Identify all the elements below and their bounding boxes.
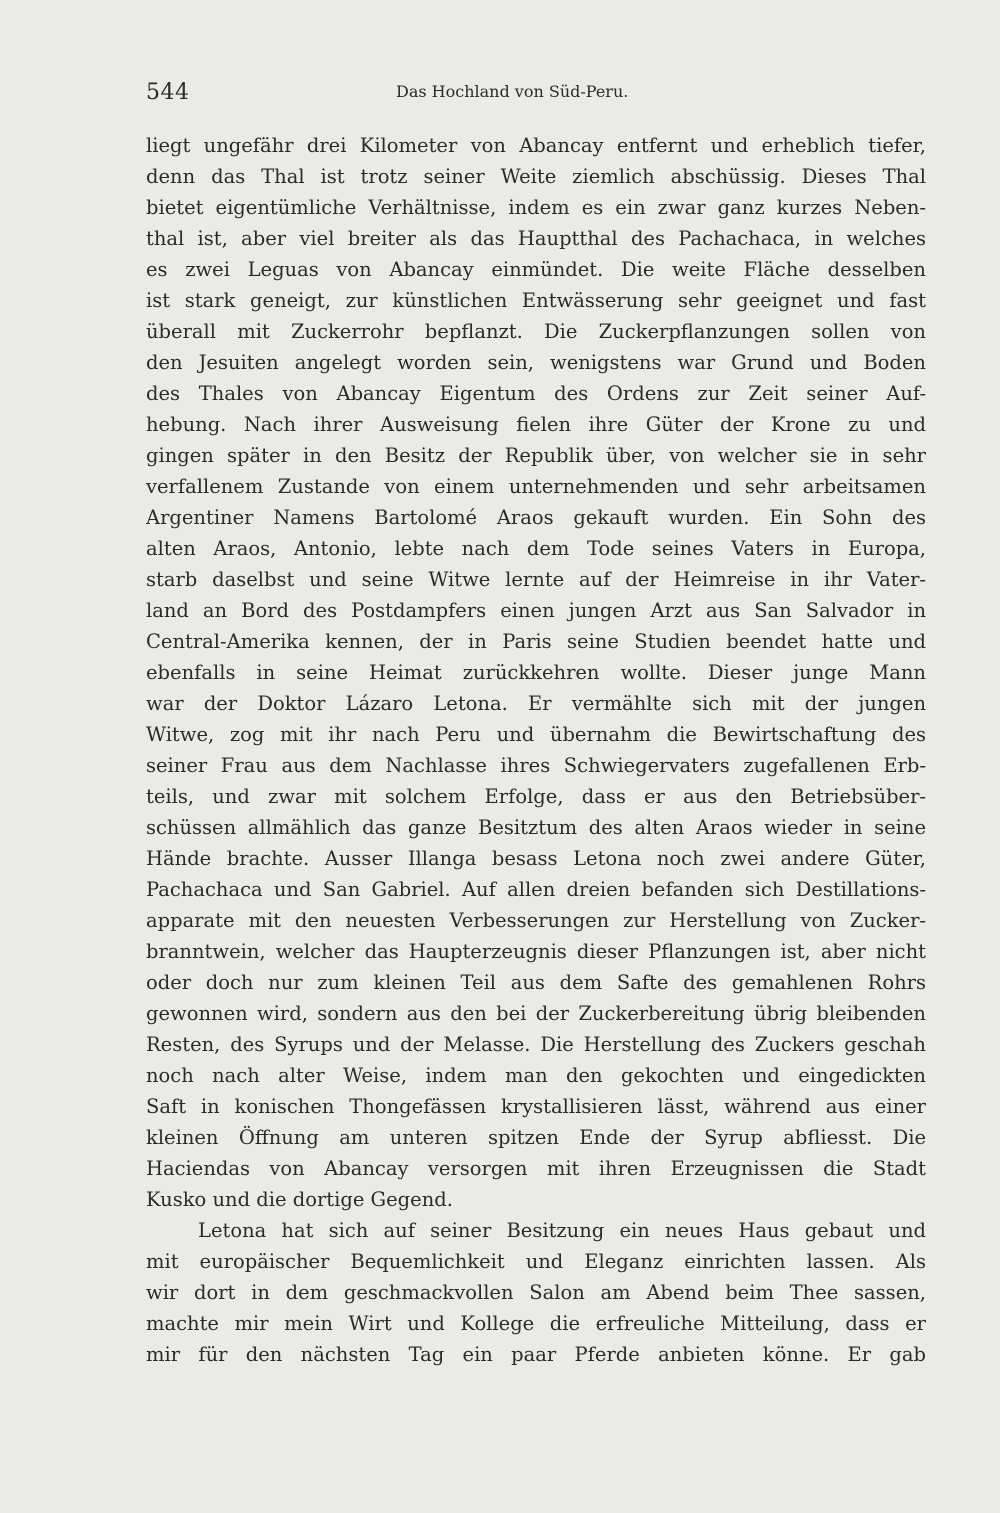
text-line: wir dort in dem geschmackvollen Salon am Abend beim Thee sassen, <box>146 1281 926 1304</box>
text-line: alten Araos, Antonio, lebte nach dem Tode seines Vaters in Europa, <box>146 537 926 560</box>
text-line: mir für den nächsten Tag ein paar Pferde anbieten könne. Er gab <box>146 1343 926 1366</box>
text-line: denn das Thal ist trotz seiner Weite ziemlich abschüssig. Dieses Thal <box>146 165 926 188</box>
text-line: Saft in konischen Thongefässen krystallisieren lässt, während aus einer <box>146 1095 926 1118</box>
text-line: des Thales von Abancay Eigentum des Ordens zur Zeit seiner Auf- <box>146 382 926 405</box>
text-line: Argentiner Namens Bartolomé Araos gekauft wurden. Ein Sohn des <box>146 506 926 529</box>
text-line: seiner Frau aus dem Nachlasse ihres Schwiegervaters zugefallenen Erb- <box>146 754 926 777</box>
page-header <box>146 80 926 110</box>
text-line: mit europäischer Bequemlichkeit und Eleganz einrichten lassen. Als <box>146 1250 926 1273</box>
text-line: noch nach alter Weise, indem man den gekochten und eingedickten <box>146 1064 926 1087</box>
text-line: verfallenem Zustande von einem unternehmenden und sehr arbeitsamen <box>146 475 926 498</box>
text-line: gingen später in den Besitz der Republik über, von welcher sie in sehr <box>146 444 926 467</box>
text-line: gewonnen wird, sondern aus den bei der Zuckerbereitung übrig bleibenden <box>146 1002 926 1025</box>
text-line: machte mir mein Wirt und Kollege die erfreuliche Mitteilung, dass er <box>146 1312 926 1335</box>
text-line: teils, und zwar mit solchem Erfolge, dass er aus den Betriebsüber- <box>146 785 926 808</box>
text-line: starb daselbst und seine Witwe lernte auf der Heimreise in ihr Vater- <box>146 568 926 591</box>
text-line: branntwein, welcher das Haupterzeugnis dieser Pflanzungen ist, aber nicht <box>146 940 926 963</box>
text-line: überall mit Zuckerrohr bepflanzt. Die Zuckerpflanzungen sollen von <box>146 320 926 343</box>
text-line: hebung. Nach ihrer Ausweisung fielen ihre Güter der Krone zu und <box>146 413 926 436</box>
text-line: war der Doktor Lázaro Letona. Er vermählte sich mit der jungen <box>146 692 926 715</box>
text-line: Haciendas von Abancay versorgen mit ihren Erzeugnissen die Stadt <box>146 1157 926 1180</box>
text-line: Pachachaca und San Gabriel. Auf allen dreien befanden sich Destillations- <box>146 878 926 901</box>
text-line: apparate mit den neuesten Verbesserungen zur Herstellung von Zucker- <box>146 909 926 932</box>
text-line: Resten, des Syrups und der Melasse. Die Herstellung des Zuckers geschah <box>146 1033 926 1056</box>
text-line: thal ist, aber viel breiter als das Hauptthal des Pachachaca, in welches <box>146 227 926 250</box>
text-line: es zwei Leguas von Abancay einmündet. Die weite Fläche desselben <box>146 258 926 281</box>
page-number: 544 <box>146 80 190 105</box>
text-line: oder doch nur zum kleinen Teil aus dem Safte des gemahlenen Rohrs <box>146 971 926 994</box>
body-text <box>146 130 926 1370</box>
text-line: liegt ungefähr drei Kilometer von Abancay entfernt und erheblich tiefer, <box>146 134 926 157</box>
text-line: schüssen allmählich das ganze Besitztum des alten Araos wieder in seine <box>146 816 926 839</box>
text-line: ist stark geneigt, zur künstlichen Entwässerung sehr geeignet und fast <box>146 289 926 312</box>
text-line: ebenfalls in seine Heimat zurückkehren wollte. Dieser junge Mann <box>146 661 926 684</box>
text-line: Witwe, zog mit ihr nach Peru und übernahm die Bewirtschaftung des <box>146 723 926 746</box>
text-line: bietet eigentümliche Verhältnisse, indem es ein zwar ganz kurzes Neben- <box>146 196 926 219</box>
text-line: Central-Amerika kennen, der in Paris seine Studien beendet hatte und <box>146 630 926 653</box>
text-line: kleinen Öffnung am unteren spitzen Ende der Syrup abfliesst. Die <box>146 1126 926 1149</box>
text-line-paragraph-end: Kusko und die dortige Gegend. <box>146 1188 453 1211</box>
text-line: land an Bord des Postdampfers einen jungen Arzt aus San Salvador in <box>146 599 926 622</box>
running-head: Das Hochland von Süd-Peru. <box>396 82 629 101</box>
text-line: Hände brachte. Ausser Illanga besass Letona noch zwei andere Güter, <box>146 847 926 870</box>
text-line-paragraph-start: Letona hat sich auf seiner Besitzung ein neues Haus gebaut und <box>198 1219 926 1242</box>
text-line: den Jesuiten angelegt worden sein, wenigstens war Grund und Boden <box>146 351 926 374</box>
